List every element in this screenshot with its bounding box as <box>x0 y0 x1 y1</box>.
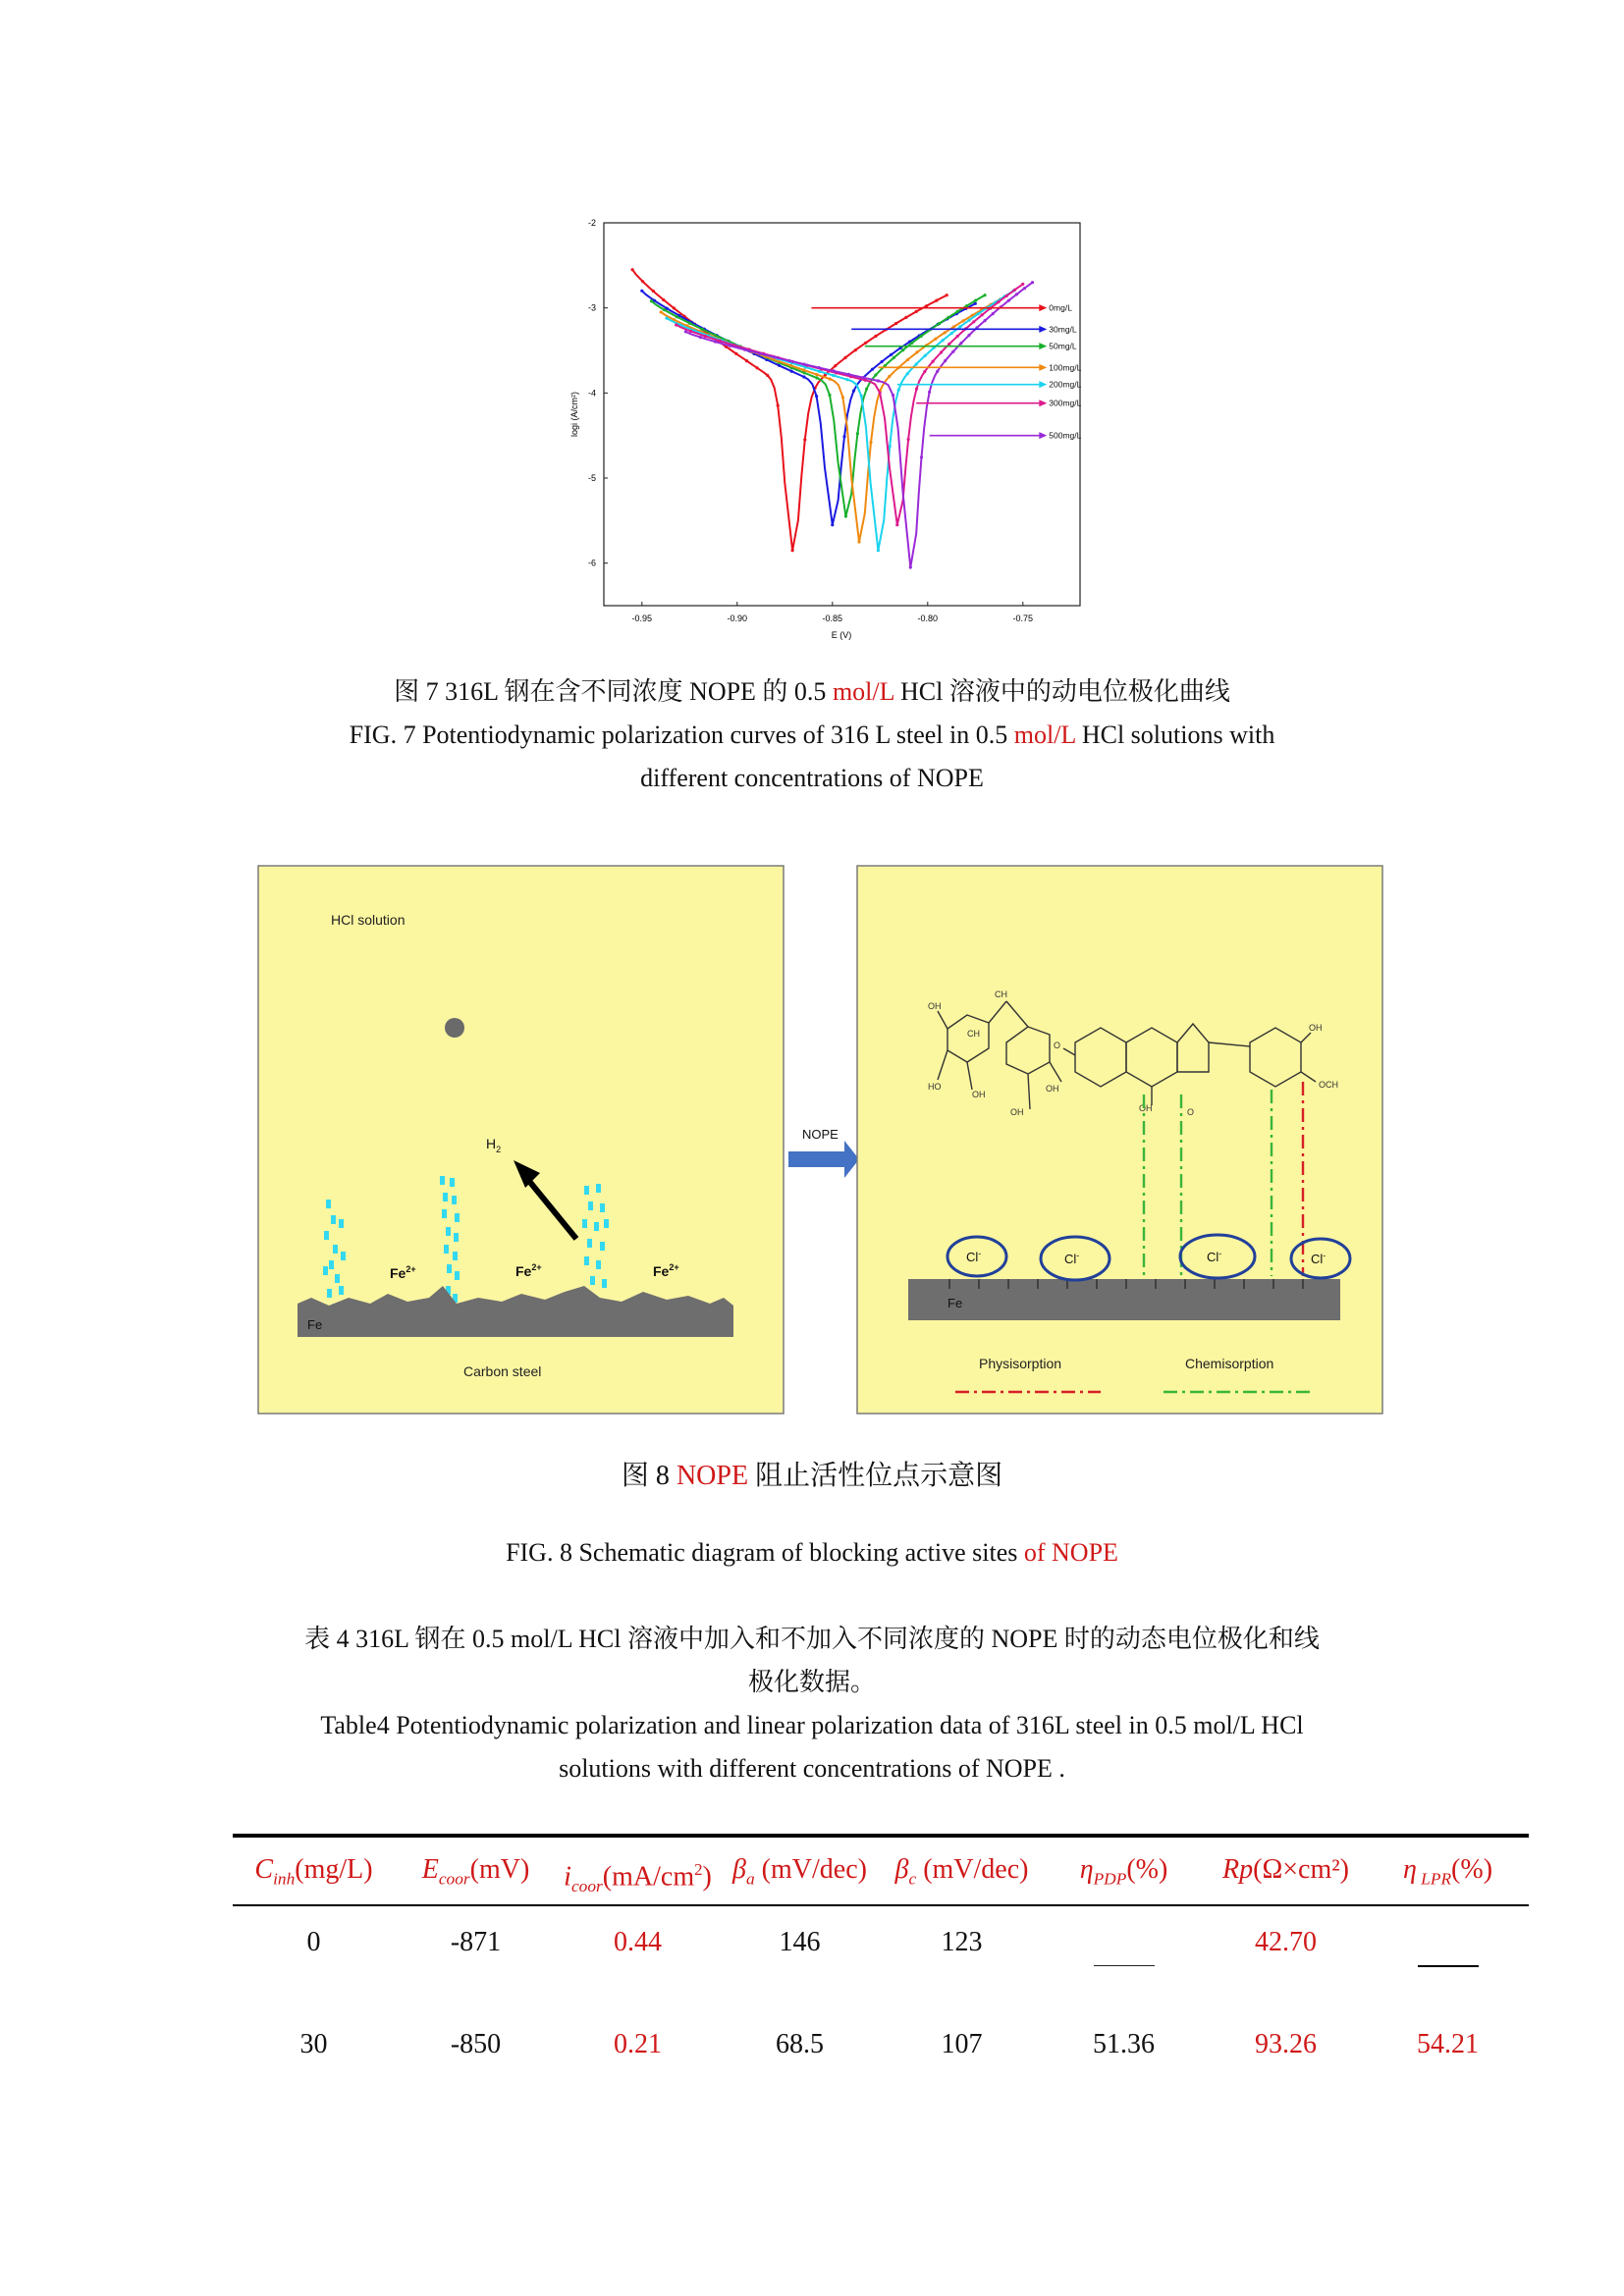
data-point <box>924 354 927 357</box>
svg-text:OH: OH <box>1139 1103 1153 1113</box>
cell-eta-lpr-empty <box>1367 1940 1529 1989</box>
data-point <box>947 316 949 319</box>
curve-0mg/L <box>632 270 947 551</box>
header-icorr: $i_{coor}(mA/cm^2)$ <box>564 1860 712 1896</box>
data-point <box>665 317 668 320</box>
legend-label-300mg/L: 300mg/L <box>1049 398 1082 408</box>
nope-arrow-label: NOPE <box>802 1127 839 1142</box>
data-point <box>869 441 872 444</box>
data-point <box>871 368 874 371</box>
data-point <box>936 370 939 373</box>
data-point <box>766 374 769 377</box>
polarization-chart <box>550 211 1100 643</box>
data-point <box>909 565 912 568</box>
table4-title-cn-line1: 表 4 316L 钢在 0.5 mol/L HCl 溶液中加入和不加入不同浓度的 NOPE 时的动态电位极化和线 <box>304 1625 1320 1653</box>
data-point <box>947 343 950 346</box>
data-point <box>831 523 834 526</box>
fig8-caption-cn-b: NOPE <box>676 1461 749 1491</box>
legend-arrowhead-50mg/L <box>1039 343 1047 349</box>
data-point <box>1023 287 1026 290</box>
legend-group <box>811 303 1081 441</box>
data-point <box>689 330 692 333</box>
data-point <box>854 348 857 351</box>
data-point <box>842 435 845 438</box>
data-point <box>952 325 955 328</box>
data-point <box>920 455 923 458</box>
data-point <box>956 335 959 338</box>
svg-text:OH: OH <box>972 1090 986 1099</box>
curve-group <box>631 268 1035 569</box>
data-point <box>791 549 794 552</box>
data-point <box>888 375 891 378</box>
data-point <box>983 294 986 296</box>
data-point <box>815 376 818 379</box>
svg-text:CH: CH <box>995 989 1007 999</box>
svg-text:HO: HO <box>928 1082 942 1092</box>
data-point <box>841 396 844 399</box>
data-point <box>673 306 676 309</box>
fig7-caption-cn-a: 图 7 316L 钢在含不同浓度 NOPE 的 0.5 <box>394 677 833 706</box>
data-point <box>852 390 855 393</box>
legend-label-50mg/L: 50mg/L <box>1049 341 1077 351</box>
fe-ion-2: $Fe^{2+}$ <box>515 1262 542 1279</box>
data-point <box>906 372 909 375</box>
h2-label: $H_2$ <box>486 1136 502 1154</box>
data-point <box>834 364 837 367</box>
x-tick-label: -0.90 <box>727 614 748 623</box>
legend-label-200mg/L: 200mg/L <box>1049 379 1082 390</box>
x-tick-label: -0.80 <box>917 614 939 623</box>
legend-arrowhead-200mg/L <box>1039 381 1047 388</box>
header-eta-lpr: η $_{LPR}$(%) <box>1402 1854 1493 1889</box>
data-point <box>910 342 913 345</box>
plot-frame <box>604 223 1080 606</box>
table-top-rule <box>233 1834 1529 1838</box>
data-point <box>773 355 776 358</box>
data-point <box>950 332 953 335</box>
fig7-caption-cn-b: mol/L <box>832 677 894 706</box>
data-point <box>967 334 970 337</box>
svg-text:Cl-: Cl- <box>1207 1249 1222 1264</box>
header-beta-a: $\beta_a$ (mV/dec) <box>732 1854 867 1889</box>
right-fe-label: Fe <box>947 1296 963 1310</box>
legend-label-0mg/L: 0mg/L <box>1049 302 1072 313</box>
data-point <box>984 319 987 322</box>
data-point <box>946 294 948 296</box>
svg-text:Cl-: Cl- <box>966 1249 982 1264</box>
data-point <box>944 359 947 362</box>
data-point <box>832 374 835 377</box>
clean-steel <box>908 1279 1340 1320</box>
data-point <box>906 358 909 361</box>
data-point <box>877 379 880 382</box>
table-mid-rule <box>233 1904 1529 1906</box>
data-point <box>802 375 805 378</box>
data-point <box>699 336 702 339</box>
data-point <box>803 438 806 441</box>
data-point <box>704 335 707 338</box>
svg-text:Cl-: Cl- <box>1311 1251 1326 1266</box>
data-point <box>959 325 962 328</box>
table-row <box>233 2020 1529 2069</box>
data-point <box>857 540 860 543</box>
data-point <box>1021 283 1024 286</box>
data-point <box>666 307 669 310</box>
data-point <box>925 304 928 307</box>
data-point <box>940 350 943 353</box>
cell-beta-c: 107 <box>941 2029 983 2059</box>
x-axis-label: E (V) <box>831 630 852 640</box>
y-tick-group <box>588 218 608 568</box>
data-point <box>942 339 945 342</box>
y-axis-label: logi (A/cm²) <box>569 391 579 438</box>
x-tick-label: -0.75 <box>1012 614 1034 623</box>
schematic-diagram <box>250 854 1389 1423</box>
carbon-steel-label: Carbon steel <box>463 1363 542 1379</box>
data-point <box>815 395 818 398</box>
data-point <box>977 312 980 315</box>
data-point <box>684 330 687 333</box>
data-point <box>756 366 759 369</box>
left-fe-label: Fe <box>307 1317 323 1332</box>
fig8-caption-en <box>0 1531 1624 1575</box>
data-point <box>734 352 737 355</box>
data-point <box>758 352 761 355</box>
data-point <box>997 300 1000 303</box>
cell-beta-c: 123 <box>941 1927 983 1957</box>
cell-cinh: 0 <box>306 1927 321 1957</box>
legend-arrowhead-30mg/L <box>1039 326 1047 333</box>
hydrogen-bubble <box>445 1018 464 1038</box>
data-point <box>662 298 665 301</box>
data-point <box>915 350 918 353</box>
data-point <box>992 312 995 315</box>
svg-text:OCH: OCH <box>1319 1080 1338 1090</box>
data-point <box>815 373 818 376</box>
cell-icorr: 0.21 <box>614 2029 662 2059</box>
cell-eta-pdp: 51.36 <box>1093 2029 1155 2059</box>
data-point <box>865 388 868 391</box>
cell-icorr: 0.44 <box>614 1927 662 1957</box>
data-point <box>904 316 907 319</box>
data-point <box>864 342 867 345</box>
table4-title-en-line2: solutions with different concentrations of NOPE . <box>559 1754 1065 1783</box>
fig7-caption-en-c: HCl solutions with <box>1075 721 1275 749</box>
legend-label-500mg/L: 500mg/L <box>1049 430 1082 441</box>
x-tick-group <box>632 602 1034 623</box>
data-point <box>844 514 847 517</box>
svg-text:CH: CH <box>967 1029 980 1039</box>
data-point <box>959 342 962 345</box>
data-point <box>923 370 926 373</box>
data-point <box>879 392 882 395</box>
legend-label-100mg/L: 100mg/L <box>1049 362 1082 373</box>
svg-text:OH: OH <box>1309 1023 1323 1033</box>
data-point <box>895 523 898 526</box>
cell-ecorr: -871 <box>450 1927 502 1957</box>
data-point <box>745 359 748 362</box>
nope-arrow <box>788 1141 859 1178</box>
fig8-caption-cn-c: 阻止活性位点示意图 <box>748 1461 1003 1491</box>
y-tick-label: -4 <box>587 388 596 399</box>
fig8-caption-cn <box>0 1455 1624 1498</box>
data-point <box>714 341 717 344</box>
physisorption-label: Physisorption <box>979 1356 1062 1371</box>
cell-beta-a: 146 <box>779 1927 821 1957</box>
legend-label-30mg/L: 30mg/L <box>1049 324 1077 335</box>
svg-text:OH: OH <box>1046 1084 1059 1094</box>
x-tick-label: -0.85 <box>822 614 843 623</box>
table-header-row <box>233 1845 1529 1895</box>
data-point <box>663 308 666 311</box>
data-point <box>956 310 959 313</box>
table4-title-cn-line2: 极化数据。 <box>747 1668 876 1696</box>
cell-ecorr: -850 <box>450 2029 502 2059</box>
svg-text:O: O <box>1187 1107 1195 1117</box>
data-point <box>650 299 653 302</box>
data-point <box>961 319 964 322</box>
fe-ion-3: $Fe^{2+}$ <box>653 1262 679 1279</box>
data-point <box>915 362 918 365</box>
header-rp: Rp(Ω×cm²) <box>1222 1854 1349 1885</box>
data-point <box>790 370 793 373</box>
data-point <box>845 378 848 381</box>
fig8-caption-en-b: of NOPE <box>1023 1538 1118 1567</box>
cell-beta-a: 68.5 <box>776 2029 824 2059</box>
data-point <box>1007 299 1010 302</box>
data-point <box>828 394 831 397</box>
data-point <box>652 290 655 293</box>
cell-rp: 42.70 <box>1255 1927 1317 1957</box>
header-ecorr: $E_{coor}(mV)$ <box>421 1854 530 1889</box>
fig8-caption-cn-a: 图 8 <box>621 1461 677 1491</box>
data-point <box>1015 293 1018 295</box>
data-point <box>640 290 643 293</box>
fig8-caption-en-a: FIG. 8 Schematic diagram of blocking active sites <box>506 1538 1024 1567</box>
legend-arrowhead-300mg/L <box>1039 400 1047 406</box>
header-cinh: $C_{inh}(mg/L)$ <box>254 1854 373 1889</box>
data-point <box>802 368 805 371</box>
header-beta-c: $\beta_c$ (mV/dec) <box>894 1854 1029 1889</box>
hcl-solution-label: HCl solution <box>331 912 406 928</box>
svg-text:OH: OH <box>1010 1107 1024 1117</box>
legend-arrowhead-500mg/L <box>1039 432 1047 439</box>
legend-arrowhead-100mg/L <box>1039 364 1047 371</box>
data-point <box>778 364 781 367</box>
data-point <box>897 389 900 392</box>
data-point <box>915 310 918 313</box>
data-point <box>972 320 975 323</box>
data-point <box>787 359 790 362</box>
y-tick-label: -3 <box>587 302 596 313</box>
data-point <box>803 363 806 366</box>
data-point <box>889 445 892 448</box>
table-row <box>233 1918 1529 1967</box>
data-point <box>688 322 691 325</box>
data-point <box>641 280 644 283</box>
data-point <box>892 394 894 397</box>
data-point <box>829 378 832 381</box>
data-point <box>881 360 884 363</box>
data-point <box>901 348 904 351</box>
data-point <box>856 432 859 435</box>
data-point <box>974 299 977 302</box>
data-point <box>928 391 931 394</box>
data-point <box>877 549 880 552</box>
data-point <box>981 313 984 316</box>
data-point <box>920 335 923 338</box>
data-point <box>890 353 893 356</box>
data-point <box>874 373 877 376</box>
data-point <box>874 335 877 338</box>
y-tick-label: -2 <box>587 218 596 228</box>
data-point <box>1031 281 1034 284</box>
data-point <box>631 268 634 271</box>
data-point <box>935 299 938 302</box>
cell-eta-lpr: 54.21 <box>1417 2029 1479 2059</box>
data-point <box>1013 289 1016 292</box>
header-eta-pdp: $\eta_{PDP}(\%)$ <box>1079 1854 1168 1889</box>
data-point <box>894 322 897 325</box>
data-point <box>862 376 865 379</box>
data-point <box>660 310 663 313</box>
data-point <box>729 345 731 347</box>
data-point <box>1005 294 1008 297</box>
data-point <box>777 404 780 407</box>
svg-text:Cl-: Cl- <box>1064 1251 1080 1266</box>
data-point <box>968 319 971 322</box>
data-point <box>907 438 910 441</box>
data-point <box>893 356 895 359</box>
data-point <box>934 338 937 341</box>
y-tick-label: -5 <box>587 473 596 483</box>
data-point <box>965 304 968 307</box>
fig7-caption-en <box>0 714 1624 757</box>
y-tick-label: -6 <box>587 558 596 568</box>
chemisorption-label: Chemisorption <box>1185 1356 1274 1371</box>
data-point <box>675 323 677 326</box>
fig7-caption-en-line2: different concentrations of NOPE <box>640 764 984 792</box>
cell-cinh: 30 <box>299 2029 328 2059</box>
data-point <box>676 315 678 318</box>
fig7-caption-cn <box>0 670 1624 714</box>
fig7-caption-en-b: mol/L <box>1013 721 1076 749</box>
data-point <box>833 369 836 372</box>
data-point <box>938 322 941 325</box>
fig7-caption-cn-c: HCl 溶液中的动电位极化曲线 <box>893 677 1230 706</box>
data-point <box>915 388 918 391</box>
svg-text:OH: OH <box>928 1001 942 1011</box>
data-point <box>743 348 746 351</box>
fig7-caption-en-a: FIG. 7 Potentiodynamic polarization curves of 316 L steel in 0.5 <box>349 721 1014 749</box>
data-point <box>860 395 863 398</box>
table4-title-en-line1: Table4 Potentiodynamic polarization and linear polarization data of 316L steel in 0.5 mol/L HCl <box>320 1711 1304 1739</box>
fe-ion-1: $Fe^{2+}$ <box>390 1264 416 1281</box>
svg-text:O: O <box>1054 1041 1061 1050</box>
legend-arrowhead-0mg/L <box>1039 304 1047 311</box>
cell-rp: 93.26 <box>1255 2029 1317 2059</box>
data-point <box>847 373 850 376</box>
x-tick-label: -0.95 <box>631 614 653 623</box>
data-point <box>818 366 821 369</box>
cell-eta-pdp-empty <box>1043 1940 1205 1989</box>
data-point <box>843 356 846 359</box>
data-point <box>803 371 806 374</box>
data-point <box>951 350 954 353</box>
data-point <box>932 360 935 363</box>
data-point <box>701 328 704 331</box>
data-point <box>944 331 947 334</box>
